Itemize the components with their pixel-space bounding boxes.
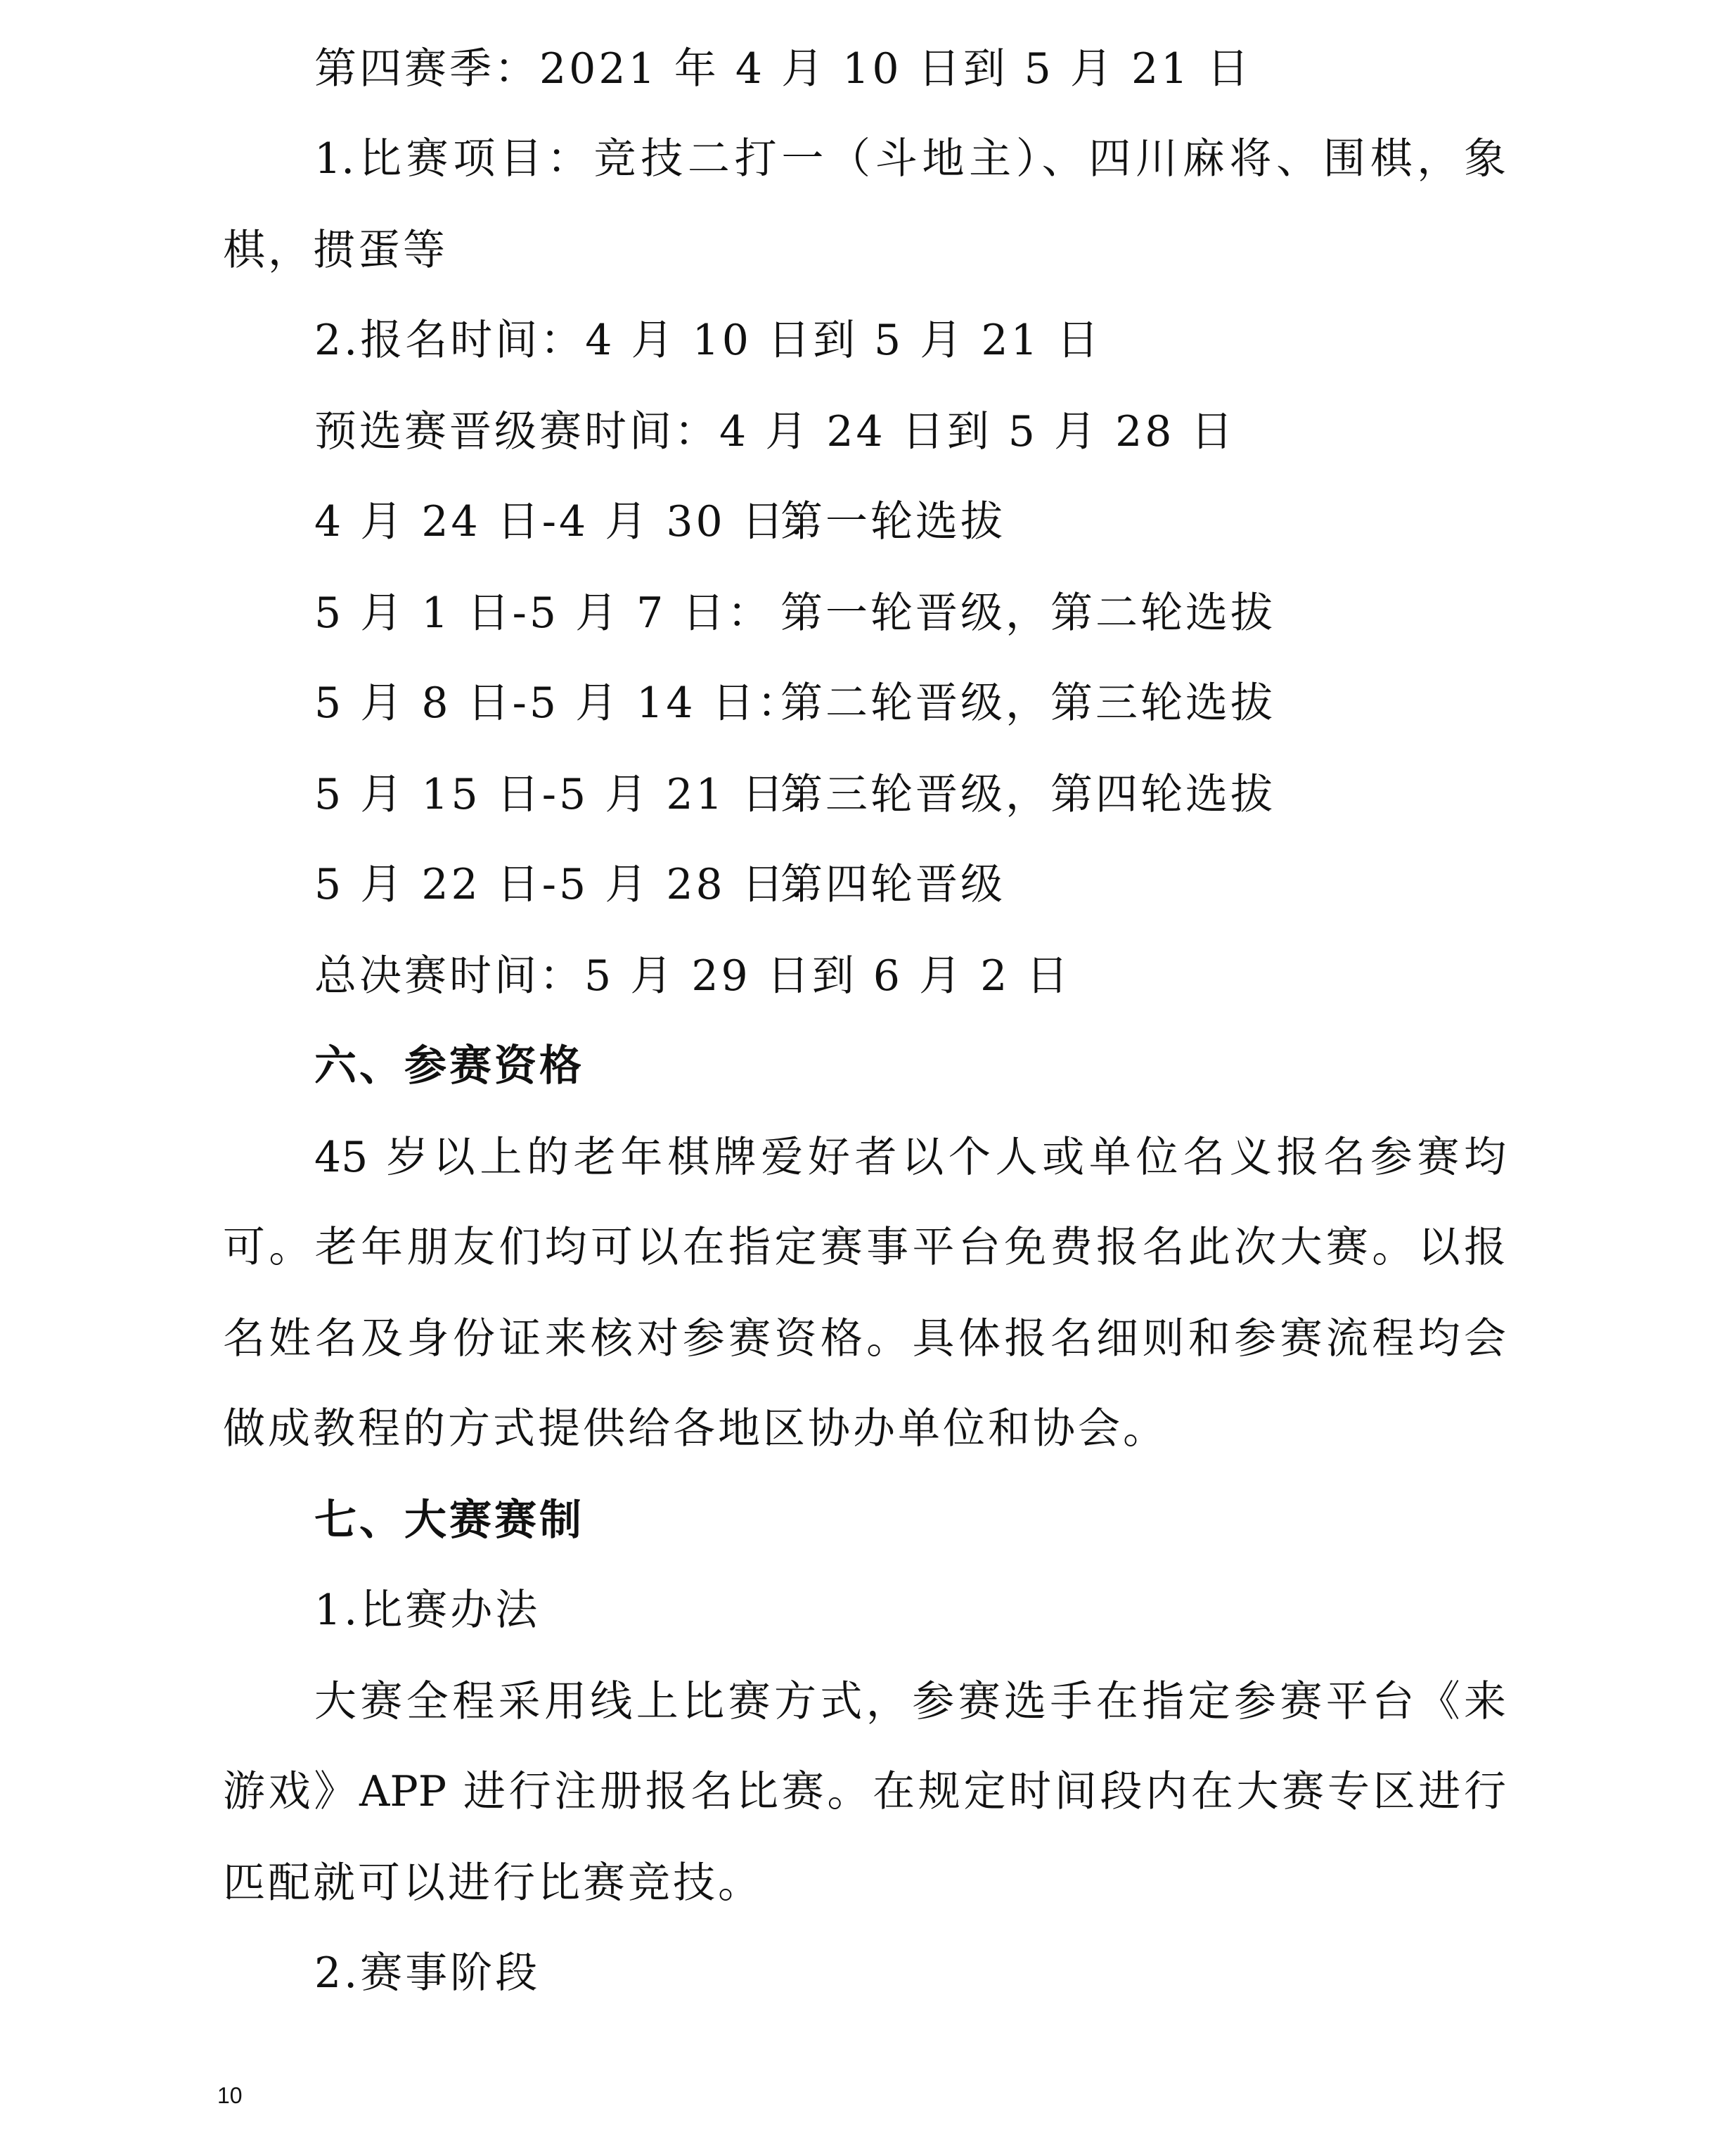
section-6-line-1: 45 岁以上的老年棋牌爱好者以个人或单位名义报名参赛均 <box>314 1133 1506 1182</box>
method-heading: 1.比赛办法 <box>314 1586 541 1635</box>
events-line-2: 棋，掼蛋等 <box>223 226 448 275</box>
schedule-text-5: 第四轮晋级 <box>780 860 1005 909</box>
events-line-1: 1.比赛项目：竞技二打一（斗地主）、四川麻将、围棋，象 <box>314 134 1506 184</box>
schedule-text-3: 第二轮晋级，第三轮选拔 <box>780 679 1275 728</box>
method-line-1: 大赛全程采用线上比赛方式，参赛选手在指定参赛平台《来 <box>314 1677 1506 1726</box>
section-6-line-3: 名姓名及身份证来核对参赛资格。具体报名细则和参赛流程均会 <box>223 1314 1506 1363</box>
preliminary-line: 预选赛晋级赛时间：4 月 24 日到 5 月 28 日 <box>314 407 1236 456</box>
finals-line: 总决赛时间：5 月 29 日到 6 月 2 日 <box>314 951 1072 1001</box>
schedule-date-2: 5 月 1 日-5 月 7 日： <box>314 589 773 638</box>
stage-heading: 2.赛事阶段 <box>314 1948 541 1998</box>
schedule-text-4: 第三轮晋级，第四轮选拔 <box>780 770 1275 819</box>
section-7-heading: 七、大赛赛制 <box>314 1496 584 1545</box>
section-6-line-2: 可。老年朋友们均可以在指定赛事平台免费报名此次大赛。以报 <box>223 1223 1506 1272</box>
page-number: 10 <box>217 2083 243 2108</box>
schedule-text-1: 第一轮选拔 <box>780 497 1005 546</box>
section-6-heading: 六、参赛资格 <box>314 1041 584 1091</box>
schedule-date-3: 5 月 8 日-5 月 14 日： <box>314 679 802 728</box>
method-line-2: 游戏》APP 进行注册报名比赛。在规定时间段内在大赛专区进行 <box>223 1767 1506 1816</box>
registration-line: 2.报名时间：4 月 10 日到 5 月 21 日 <box>314 316 1102 365</box>
schedule-text-2: 第一轮晋级，第二轮选拔 <box>780 589 1275 638</box>
section-6-line-4: 做成教程的方式提供给各地区协办单位和协会。 <box>223 1404 1168 1453</box>
schedule-date-5: 5 月 22 日-5 月 28 日： <box>314 860 832 909</box>
schedule-date-1: 4 月 24 日-4 月 30 日： <box>314 497 832 546</box>
schedule-date-4: 5 月 15 日-5 月 21 日： <box>314 770 832 819</box>
season-line: 第四赛季：2021 年 4 月 10 日到 5 月 21 日 <box>314 44 1252 94</box>
method-line-3: 匹配就可以进行比赛竞技。 <box>223 1858 763 1908</box>
